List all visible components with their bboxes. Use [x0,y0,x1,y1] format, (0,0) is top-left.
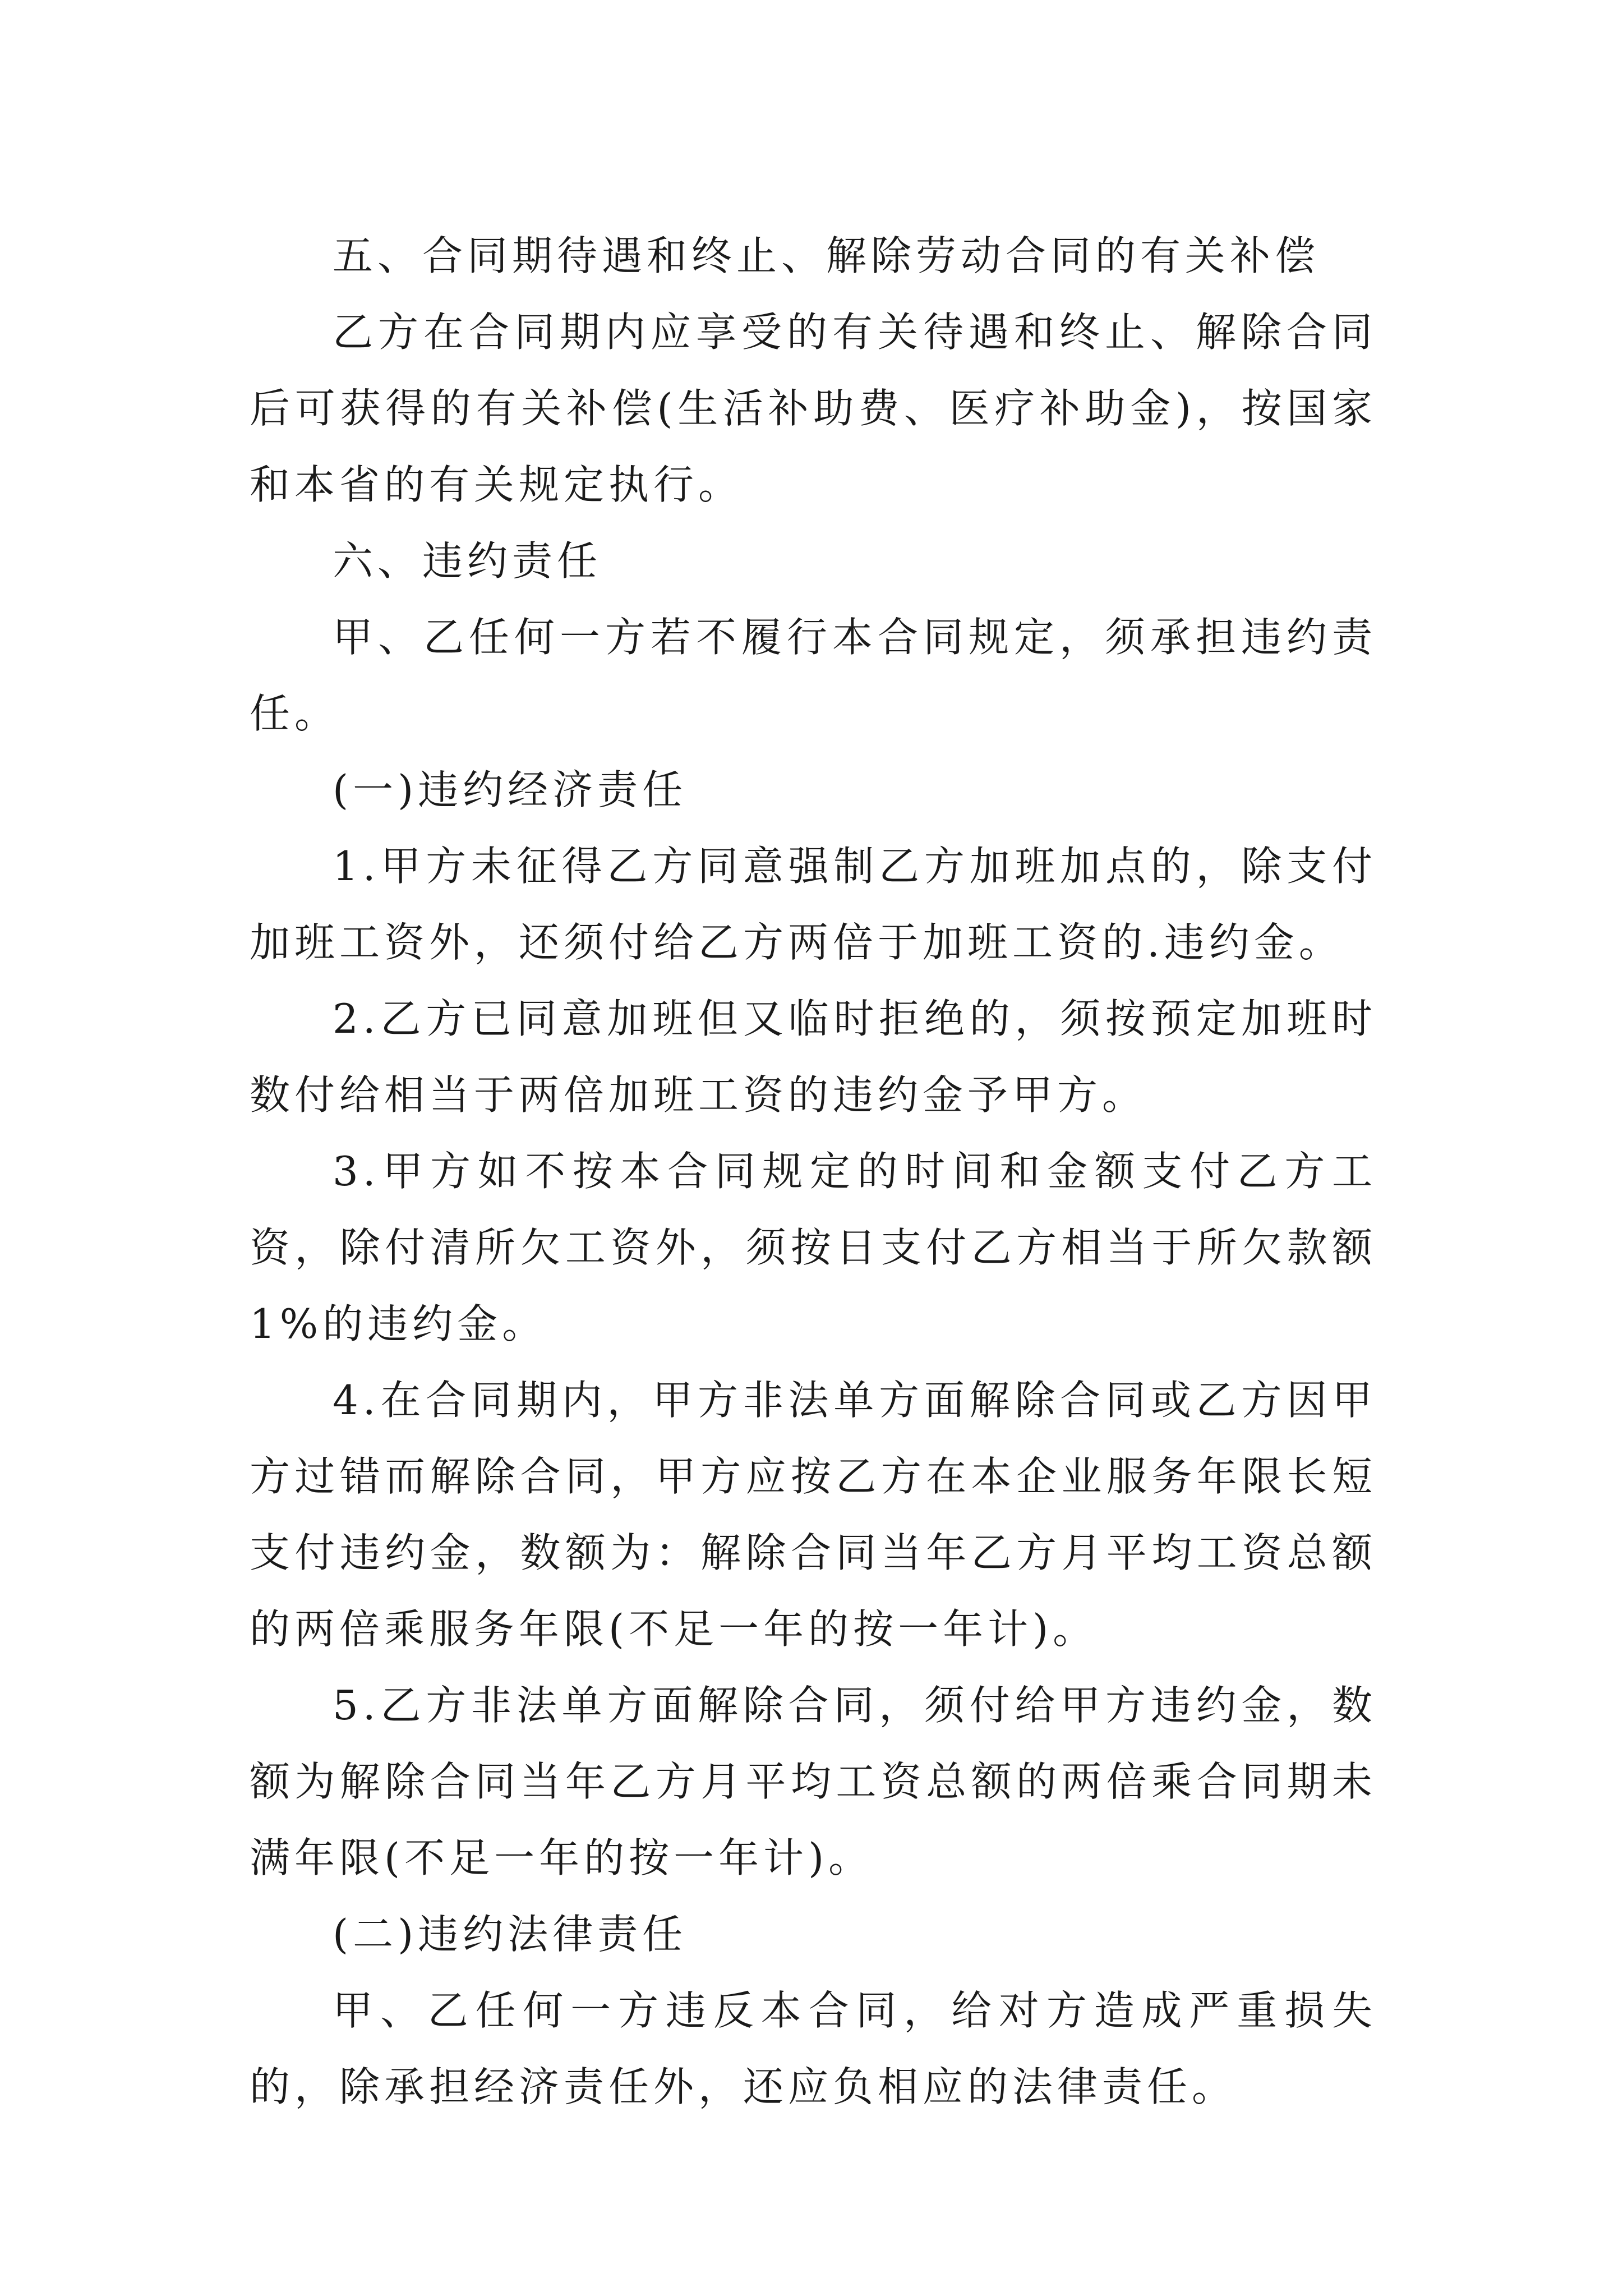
paragraph-liability-intro: 甲、乙任何一方若不履行本合同规定，须承担违约责任。 [250,614,1377,737]
clause-2: 2.乙方已同意加班但又临时拒绝的，须按预定加班时数付给相当于两倍加班工资的违约金予甲方。 [250,995,1377,1119]
section-heading-compensation: 五、合同期待遇和终止、解除劳动合同的有关补偿 [333,232,1320,279]
clause-4: 4.在合同期内，甲方非法单方面解除合同或乙方因甲方过错而解除合同，甲方应按乙方在本企业服务年限长短支付违约金，数额为：解除合同当年乙方月平均工资总额的两倍乘服务年限(不足一年的按一年计)。 [250,1377,1377,1653]
document-body [250,218,1377,2125]
section-heading-liability: 六、违约责任 [333,537,602,585]
clause-3: 3.甲方如不按本合同规定的时间和金额支付乙方工资，除付清所欠工资外，须按日支付乙方相当于所欠款额1%的违约金。 [250,1148,1377,1347]
subsection-heading-legal: (二)违约法律责任 [333,1911,688,1958]
clause-1: 1.甲方未征得乙方同意强制乙方加班加点的，除支付加班工资外，还须付给乙方两倍于加班工资的.违约金。 [250,843,1377,966]
clause-5: 5.乙方非法单方面解除合同，须付给甲方违约金，数额为解除合同当年乙方月平均工资总额的两倍乘合同期未满年限(不足一年的按一年计)。 [250,1682,1377,1881]
subsection-heading-economic: (一)违约经济责任 [333,766,688,813]
paragraph-legal-liability: 甲、乙任何一方违反本合同，给对方造成严重损失的，除承担经济责任外，还应负相应的法律责任。 [250,1987,1377,2110]
paragraph-compensation: 乙方在合同期内应享受的有关待遇和终止、解除合同后可获得的有关补偿(生活补助费、医疗补助金)，按国家和本省的有关规定执行。 [250,309,1377,508]
